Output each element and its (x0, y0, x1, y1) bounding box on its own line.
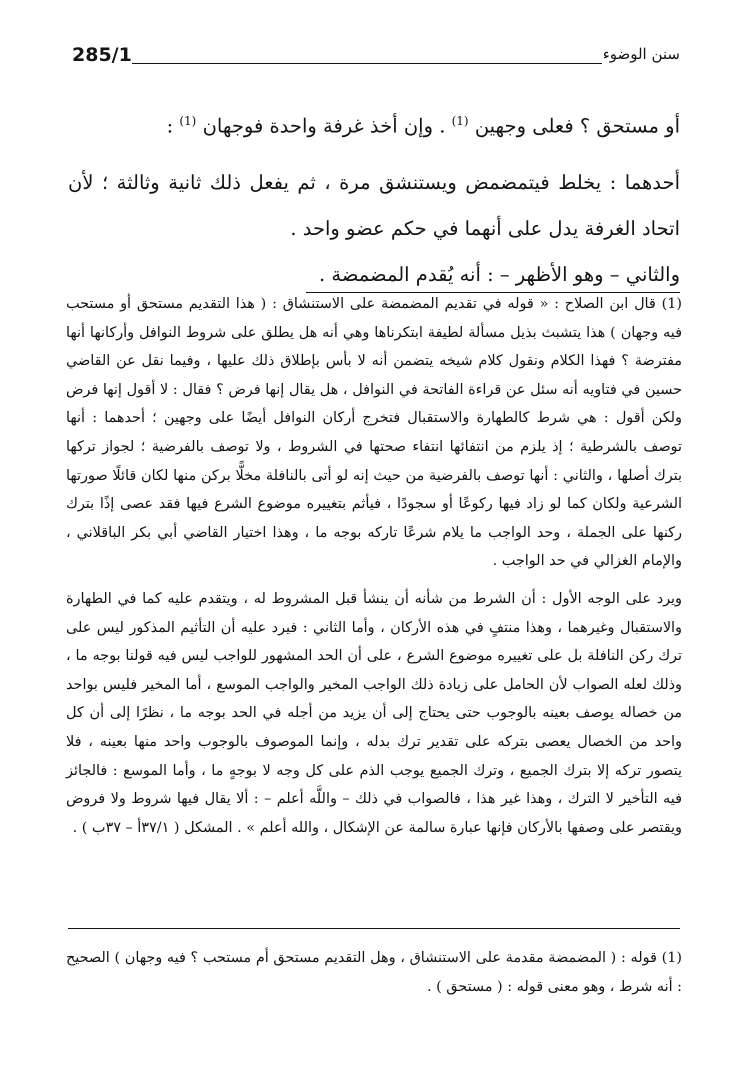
footnote-separator (68, 928, 680, 929)
bottom-footnote-text: (1) قوله : ( المضمضة مقدمة على الاستنشاق ، وهل التقديم مستحق أم مستحب ؟ فيه وجهان ) الصحيح : أنه شرط ، وهو معنى قوله : ( مستحق ) . (66, 950, 682, 995)
main-line-1: أو مستحق ؟ فعلى وجهين $^{(1)}$ . وإن أخذ غرفة واحدة فوجهان $^{(1)}$ : (166, 114, 680, 138)
page-number: 285/1 (72, 44, 132, 66)
footnote-paragraph-2: ويرد على الوجه الأول : أن الشرط من شأنه أن ينشأ قبل المشروط له ، ويتقدم عليه كما في الطهارة والاستقبال وغيرهما ، وهذا منتفٍ في هذه الأركان ، وأما الثاني : فيرد عليه أن التأثيم المذكور ليس على ترك ركن النافلة بل على تغييره موضوع الشرع ، على أن الحد المشهور للواجب ليس فيه قولنا بوجه ما ، وذلك لعله الصواب لأن الحامل على زيادة ذلك الواجب المخير والواجب الموسع ، أما المخير فليس بواحد من خصاله يوصف بعينه بالوجوب حتى يحتاج إلى أن يزيد من أجله في الحد بوجه ما ، نظرًا إلى أن كل واحد من الخصال يعصى بتركه على تقدير ترك بدله ، وإنما الموصوف بالوجوب واحد منها بعينه ، فلا يتصور تركه إلا بترك الجميع ، وترك الجميع يوجب الذم على كل وجه لا بوجهٍ ما ، وأما الموسع : فالجائز فيه التأخير لا الترك ، وهذا غير هذا ، فالصواب في ذلك – واللَّه أعلم – : ألا يقال فيها شروط ولا فروض ويقتصر على وصفها بالأركان فإنها عبارة سالمة عن الإشكال ، والله أعلم » . المشكل ( ٣٧/١أ – ٣٧ب ) . (66, 590, 682, 836)
running-header (72, 44, 680, 72)
footnote-ref: (1) (179, 114, 197, 128)
running-title: سنن الوضوء (602, 45, 680, 63)
footnote-paragraph-1: (1) قال ابن الصلاح : « قوله في تقديم المضمضة على الاستنشاق : ( هذا التقديم مستحق أو مستحب فيه وجهان ) هذا يتشبث بذيل مسألة لطيفة ابتكرناها وهي أنه هل يطلق على شروط النوافل وأركانها أنها مفترضة ؟ فهذا الكلام ونقول كلام شيخه يتضمن أنه لا بأس بإطلاق ذلك عليها ، وفيما نقل عن القاضي حسين في فتاويه أنه سئل عن قراءة الفاتحة في النوافل ، هل يقال إنها فرض ؟ فقال : لا أقول إنها فرض ولكن أقول : هي شرط كالطهارة والاستقبال فتخرج أركان النوافل أيضًا على وجهين ؛ أحدهما : أنها توصف بالشرطية ؛ إذ يلزم من انتفائها انتفاء صحتها في الشروط ، ولا توصف بالفرضية ؛ لجواز تركها بترك أصلها ، والثاني : أنها توصف بالفرضية من حيث إنه لو أتى بالنافلة مخلًّا بركن منها لكان قائلًا صورتها الشرعية ولكان كما لو زاد فيها ركوعًا أو سجودًا ، فيأثم بتغييره موضوع الشرع فيها فقد عصى إذًا بترك ركنها على الجملة ، وحد الواجب ما يلام شرعًا تاركه بوجه ما ، وهذا اختيار القاضي أبي بكر الباقلاني ، والإمام الغزالي في حد الواجب . (66, 296, 682, 570)
main-paragraph-1: أحدهما : يخلط فيتمضمض ويستنشق مرة ، ثم يفعل ذلك ثانية وثالثة ؛ لأن اتحاد الغرفة يدل على أنهما في حكم عضو واحد . (68, 170, 680, 240)
footnote-ref: (1) (451, 114, 469, 128)
footnote-commentary (66, 290, 682, 842)
bottom-footnote (66, 944, 682, 1002)
main-text (68, 98, 680, 298)
header-rule (132, 63, 602, 64)
underlined-line: والثاني – وهو الأظهر – : أنه يُقدم المضمضة . (306, 258, 680, 293)
